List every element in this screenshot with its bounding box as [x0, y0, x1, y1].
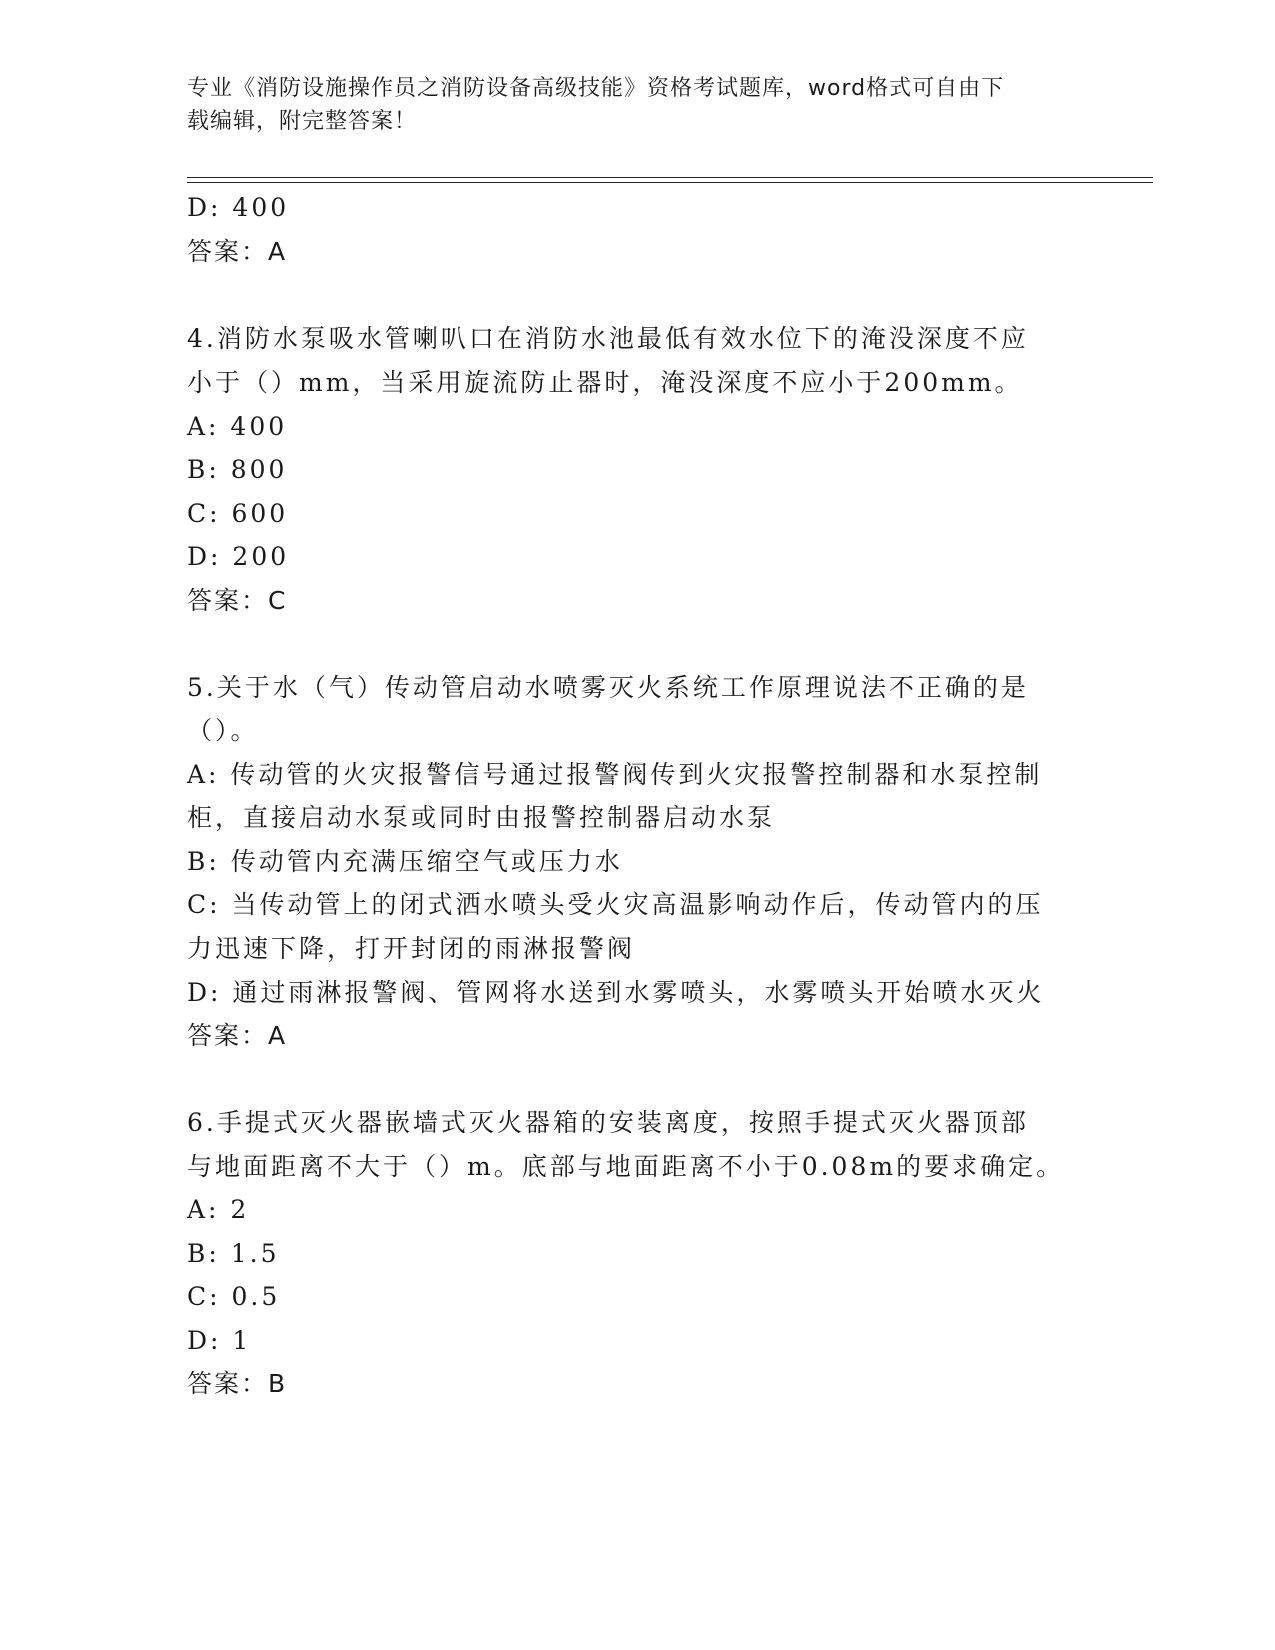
- q4-answer: 答案：C: [187, 586, 288, 615]
- q5-option-d: D: 通过雨淋报警阀、管网将水送到水雾喷头，水雾喷头开始喷水灭火: [187, 978, 1045, 1007]
- prev-option-d: D: 400: [187, 193, 290, 222]
- q4-stem-line-1: 4.消防水泵吸水管喇叭口在消防水池最低有效水位下的淹没深度不应: [187, 324, 1029, 353]
- q5-answer: 答案：A: [187, 1021, 288, 1050]
- q6-option-d: D: 1: [187, 1326, 252, 1355]
- header-rule-bottom: [187, 182, 1153, 183]
- q4-option-d: D: 200: [187, 542, 290, 571]
- document-header: [187, 72, 1087, 138]
- q5-option-b: B: 传动管内充满压缩空气或压力水: [187, 847, 623, 876]
- q4-option-b: B: 800: [187, 455, 288, 484]
- header-line-1: 专业《消防设施操作员之消防设备高级技能》资格考试题库，word格式可自由下: [187, 76, 1005, 101]
- q5-option-a-line-2: 柜，直接启动水泵或同时由报警控制器启动水泵: [187, 803, 776, 832]
- header-rule-top: [187, 177, 1153, 178]
- prev-answer: 答案：A: [187, 237, 288, 266]
- q6-stem-line-2: 与地面距离不大于（）m。底部与地面距离不小于0.08m的要求确定。: [187, 1152, 1065, 1181]
- q4-stem-line-2: 小于（）mm，当采用旋流防止器时，淹没深度不应小于200mm。: [187, 368, 1023, 397]
- q5-stem-line-1: 5.关于水（气）传动管启动水喷雾灭火系统工作原理说法不正确的是: [187, 673, 1029, 702]
- q5-stem-line-2: （）。: [187, 716, 259, 745]
- q6-option-c: C: 0.5: [187, 1282, 281, 1311]
- header-line-2: 载编辑，附完整答案！: [187, 109, 418, 134]
- q5-option-c-line-1: C: 当传动管上的闭式洒水喷头受火灾高温影响动作后，传动管内的压: [187, 890, 1044, 919]
- q6-stem-line-1: 6.手提式灭火器嵌墙式灭火器箱的安装离度，按照手提式灭火器顶部: [187, 1108, 1029, 1137]
- q6-option-b: B: 1.5: [187, 1239, 280, 1268]
- q6-option-a: A: 2: [187, 1195, 250, 1224]
- q5-option-a-line-1: A: 传动管的火灾报警信号通过报警阀传到火灾报警控制器和水泵控制: [187, 760, 1043, 789]
- q4-option-c: C: 600: [187, 499, 289, 528]
- q5-option-c-line-2: 力迅速下降，打开封闭的雨淋报警阀: [187, 934, 636, 963]
- q4-option-a: A: 400: [187, 412, 288, 441]
- q6-answer: 答案：B: [187, 1369, 288, 1398]
